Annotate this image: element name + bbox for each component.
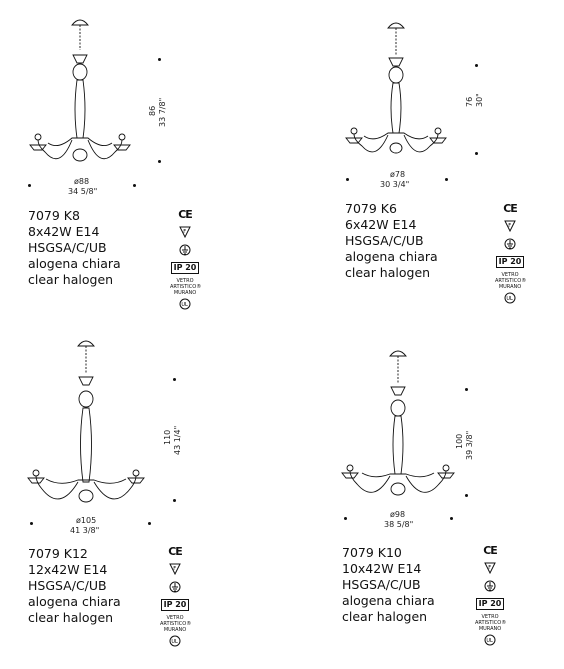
svg-text:UL: UL xyxy=(171,639,178,645)
light-italian: alogena chiara xyxy=(342,593,435,608)
light-italian: alogena chiara xyxy=(28,594,121,609)
murano-logo: VETRO ARTISTICO® MURANO xyxy=(475,614,507,632)
light-english: clear halogen xyxy=(345,265,431,280)
width-marker-right xyxy=(148,522,151,525)
ce-mark-icon: CE xyxy=(168,544,182,558)
height-cm: 100 xyxy=(455,433,464,449)
product-card-7079-k12 xyxy=(0,334,282,668)
svg-text:F: F xyxy=(508,223,512,229)
diameter-cm: ø105 xyxy=(76,516,97,525)
width-marker-left xyxy=(28,184,31,187)
spec-block xyxy=(342,545,435,625)
svg-text:F: F xyxy=(488,565,492,571)
ul-listed-icon xyxy=(160,633,190,649)
diameter-cm: ø98 xyxy=(390,510,406,519)
svg-text:F: F xyxy=(183,229,187,235)
f-mark-icon xyxy=(475,560,505,576)
height-marker-bottom xyxy=(465,494,468,497)
height-cm: 76 xyxy=(465,96,474,107)
chandelier-drawing xyxy=(0,0,282,210)
ul-listed-icon xyxy=(170,296,200,312)
murano-logo: VETRO ARTISTICO® MURANO xyxy=(160,615,192,633)
height-marker-top xyxy=(465,388,468,391)
svg-text:UL: UL xyxy=(486,638,493,644)
finish-code: HSGSA/C/UB xyxy=(28,578,107,593)
width-marker-left xyxy=(346,178,349,181)
svg-text:F: F xyxy=(173,566,177,572)
diameter-cm: ø88 xyxy=(74,177,90,186)
product-code: 7079 K8 xyxy=(28,208,80,223)
light-english: clear halogen xyxy=(28,610,114,625)
width-marker-left xyxy=(30,522,33,525)
svg-text:UL: UL xyxy=(506,296,513,302)
ground-icon xyxy=(495,236,525,252)
diameter-in: 38 5/8" xyxy=(384,520,414,529)
ce-mark-icon: CE xyxy=(178,207,192,221)
spec-block xyxy=(28,208,121,288)
light-english: clear halogen xyxy=(342,609,428,624)
product-code: 7079 K6 xyxy=(345,201,397,216)
finish-code: HSGSA/C/UB xyxy=(345,233,424,248)
height-marker-top xyxy=(173,378,176,381)
width-marker-right xyxy=(445,178,448,181)
light-english: clear halogen xyxy=(28,272,114,287)
ip20-badge: IP 20 xyxy=(160,597,190,613)
ul-listed-icon xyxy=(475,632,505,648)
product-card-7079-k8 xyxy=(0,0,282,334)
height-marker-top xyxy=(475,64,478,67)
height-in: 43 1/4" xyxy=(173,425,182,455)
certification-icons xyxy=(475,542,505,650)
ground-icon xyxy=(475,578,505,594)
f-mark-icon xyxy=(170,224,200,240)
svg-text:UL: UL xyxy=(181,302,188,308)
diameter-in: 30 3/4" xyxy=(380,180,410,189)
height-marker-bottom xyxy=(173,499,176,502)
product-code: 7079 K12 xyxy=(28,546,88,561)
ip20-badge: IP 20 xyxy=(475,596,505,612)
product-code: 7079 K10 xyxy=(342,545,402,560)
light-italian: alogena chiara xyxy=(28,256,121,271)
murano-logo: VETRO ARTISTICO® MURANO xyxy=(170,278,202,296)
height-marker-top xyxy=(158,58,161,61)
chandelier-drawing xyxy=(282,334,564,544)
certification-icons xyxy=(160,543,190,651)
certification-icons xyxy=(495,200,525,308)
height-in: 30" xyxy=(475,93,484,107)
chandelier-drawing xyxy=(0,334,282,544)
width-marker-left xyxy=(344,517,347,520)
light-italian: alogena chiara xyxy=(345,249,438,264)
diameter-in: 34 5/8" xyxy=(68,187,98,196)
power-rating: 12x42W E14 xyxy=(28,562,108,577)
certification-icons xyxy=(170,206,200,314)
power-rating: 8x42W E14 xyxy=(28,224,100,239)
height-marker-bottom xyxy=(475,152,478,155)
ip20-badge: IP 20 xyxy=(170,260,200,276)
diameter-cm: ø78 xyxy=(390,170,406,179)
height-in: 33 7/8" xyxy=(158,97,167,127)
finish-code: HSGSA/C/UB xyxy=(28,240,107,255)
power-rating: 6x42W E14 xyxy=(345,217,417,232)
height-marker-bottom xyxy=(158,160,161,163)
height-cm: 86 xyxy=(148,105,157,116)
width-marker-right xyxy=(133,184,136,187)
ce-mark-icon: CE xyxy=(483,543,497,557)
murano-logo: VETRO ARTISTICO® MURANO xyxy=(495,272,527,290)
ul-listed-icon xyxy=(495,290,525,306)
ce-mark-icon: CE xyxy=(503,201,517,215)
finish-code: HSGSA/C/UB xyxy=(342,577,421,592)
height-in: 39 3/8" xyxy=(465,430,474,460)
width-marker-right xyxy=(450,517,453,520)
ground-icon xyxy=(170,242,200,258)
power-rating: 10x42W E14 xyxy=(342,561,422,576)
chandelier-drawing xyxy=(282,0,564,210)
diameter-in: 41 3/8" xyxy=(70,526,100,535)
f-mark-icon xyxy=(495,218,525,234)
spec-block xyxy=(345,201,438,281)
product-card-7079-k10 xyxy=(282,334,564,668)
ground-icon xyxy=(160,579,190,595)
height-cm: 110 xyxy=(163,429,172,445)
spec-block xyxy=(28,546,121,626)
f-mark-icon xyxy=(160,561,190,577)
ip20-badge: IP 20 xyxy=(495,254,525,270)
product-card-7079-k6 xyxy=(282,0,564,334)
